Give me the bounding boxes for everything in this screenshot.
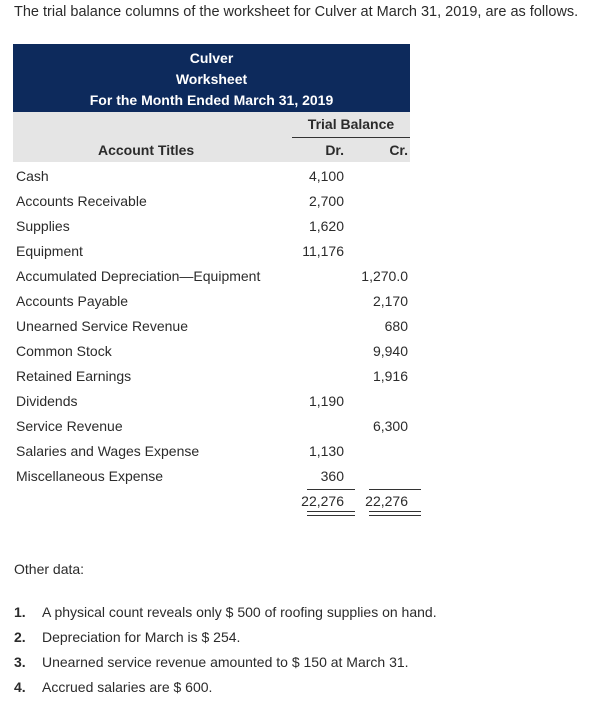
column-header-band <box>13 112 410 162</box>
account-title: Common Stock <box>16 343 112 359</box>
note-text: Accrued salaries are $ 600. <box>42 679 213 695</box>
worksheet-table <box>13 44 410 521</box>
company-name: Culver <box>189 50 234 66</box>
credit-amount: 6,300 <box>372 418 408 434</box>
credit-header: Cr. <box>389 142 408 158</box>
account-title: Miscellaneous Expense <box>16 468 164 484</box>
note-number: 3. <box>14 654 26 670</box>
debit-amount: 11,176 <box>302 243 344 259</box>
debit-amount: 1,620 <box>308 218 344 234</box>
table-row <box>13 262 410 287</box>
debit-amount: 4,100 <box>308 168 344 184</box>
table-row <box>13 212 410 237</box>
account-title: Accounts Payable <box>16 293 129 309</box>
note-number: 1. <box>14 604 26 620</box>
table-row <box>13 412 410 437</box>
account-title: Retained Earnings <box>16 368 132 384</box>
trial-balance-label: Trial Balance <box>307 116 395 132</box>
worksheet-header <box>13 44 410 112</box>
debit-header: Dr. <box>325 142 344 158</box>
table-row <box>13 462 410 487</box>
account-title: Unearned Service Revenue <box>16 318 188 334</box>
table-row <box>13 287 410 312</box>
intro-text: The trial balance columns of the worksheet for Culver at March 31, 2019, are as follows. <box>14 4 579 20</box>
totals-row <box>13 487 410 521</box>
worksheet-period: For the Month Ended March 31, 2019 <box>89 92 334 108</box>
account-title: Accumulated Depreciation—Equipment <box>16 268 261 284</box>
account-title: Supplies <box>16 218 70 234</box>
debit-amount: 1,190 <box>308 393 344 409</box>
note-text: Depreciation for March is $ 254. <box>42 629 241 645</box>
debit-total: 22,276 <box>301 493 344 509</box>
table-row <box>13 312 410 337</box>
credit-amount: 9,940 <box>372 343 408 359</box>
table-row <box>13 437 410 462</box>
note-text: A physical count reveals only $ 500 of roofing supplies on hand. <box>42 604 437 620</box>
debit-amount: 360 <box>320 468 344 484</box>
debit-amount: 1,130 <box>308 443 344 459</box>
account-title: Dividends <box>16 393 78 409</box>
note-text: Unearned service revenue amounted to $ 150 at March 31. <box>42 654 409 670</box>
table-row <box>13 387 410 412</box>
credit-total-double-rule <box>369 511 421 516</box>
table-row <box>13 187 410 212</box>
note-number: 4. <box>14 679 26 695</box>
account-title: Accounts Receivable <box>16 193 147 209</box>
credit-amount: 1,270.0 <box>361 268 408 284</box>
other-data-label: Other data: <box>14 561 85 577</box>
account-titles-header: Account Titles <box>98 142 195 158</box>
table-row <box>13 337 410 362</box>
debit-amount: 2,700 <box>308 193 344 209</box>
note-number: 2. <box>14 629 26 645</box>
table-row <box>13 162 410 187</box>
table-row <box>13 237 410 262</box>
credit-amount: 2,170 <box>372 293 408 309</box>
credit-amount: 680 <box>384 318 408 334</box>
trial-balance-rule <box>292 137 410 138</box>
account-title: Salaries and Wages Expense <box>16 443 200 459</box>
account-title: Cash <box>16 168 49 184</box>
worksheet-title: Worksheet <box>175 71 248 87</box>
credit-total: 22,276 <box>365 493 408 509</box>
account-title: Equipment <box>16 243 83 259</box>
debit-total-double-rule <box>307 511 355 516</box>
account-title: Service Revenue <box>16 418 123 434</box>
table-row <box>13 362 410 387</box>
account-rows <box>13 162 410 487</box>
credit-amount: 1,916 <box>372 368 408 384</box>
